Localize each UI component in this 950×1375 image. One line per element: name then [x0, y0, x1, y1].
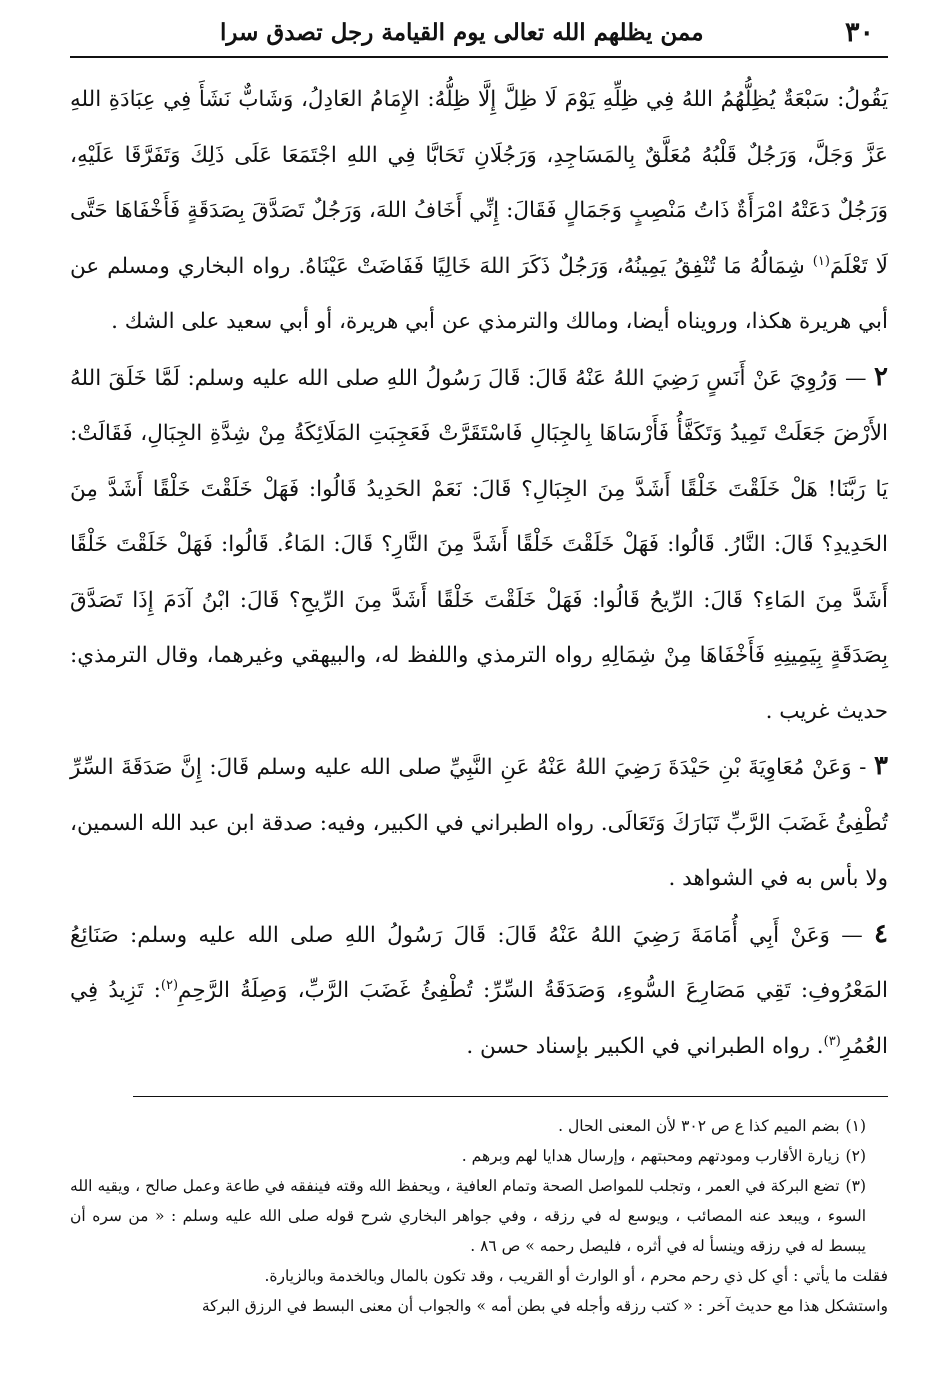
- main-text: [70, 72, 888, 1074]
- running-title: ممن يظلهم الله تعالى يوم القيامة رجل تصدق سرا: [220, 18, 704, 46]
- footnote: [70, 1141, 888, 1171]
- footnote: [70, 1171, 888, 1261]
- footnotes: [70, 1111, 888, 1321]
- footnote-continuation: فقلت ما يأتي : أي كل ذي رحم محرم ، أو الوارث أو القريب ، وقد تكون بالمال وبالخدمة وبالزيارة.: [264, 1267, 888, 1285]
- hadith-number: ٣: [874, 751, 888, 781]
- page-header: [70, 0, 888, 58]
- hadith-paragraph: [70, 907, 888, 1075]
- footnote-marker: (٣): [823, 1033, 841, 1049]
- footnote: [70, 1111, 888, 1141]
- footnote-marker: (١): [812, 253, 830, 269]
- paragraph-text: — وَرُوِيَ عَنْ أَنَسٍ رَضِيَ اللهُ عَنْهُ قَالَ: قَالَ رَسُولُ اللهِ صلى الله عليه وسلم: لَمَّا خَلَقَ اللهُ الأَرْضَ جَعَلَتْ تَمِيدُ وَتَكَفَّأُ فَأَرْسَاهَا بِالجِبَالِ فَاسْتَقَرَّتْ فَعَجِبَتِ المَلَائِكَةُ مِنْ شِدَّةِ الجِبَالِ، فَقَالَتْ: يَا رَبَّنَا! هَلْ خَلَقْتَ خَلْقًا أَشَدَّ مِنَ الجِبَالِ؟ قَالَ: نَعَمْ الحَدِيدُ قَالُوا: فَهَلْ خَلَقْتَ خَلْقًا أَشَدَّ مِنَ الحَدِيدِ؟ قَالَ: النَّارُ. قَالُوا: فَهَلْ خَلَقْتَ خَلْقًا أَشَدَّ مِنَ النَّارِ؟ قَالَ: المَاءُ. قَالُوا: فَهَلْ خَلَقْتَ خَلْقًا أَشَدَّ مِنَ المَاءِ؟ قَالَ: الرِّيحُ قَالُوا: فَهَلْ خَلَقْتَ خَلْقًا أَشَدَّ مِنَ الرِّيحِ؟ قَالَ: ابْنُ آدَمَ إِذَا تَصَدَّقَ بِصَدَقَةٍ بِيَمِينِهِ فَأَخْفَاهَا مِنْ شِمَالِهِ رواه الترمذي واللفظ له، والبيهقي وغيرهما، وقال الترمذي: حديث غريب .: [70, 365, 888, 724]
- footnote-continuation: واستشكل هذا مع حديث آخر : « كتب رزقه وأجله في بطن أمه » والجواب أن معنى البسط في الرزق البركة: [201, 1297, 888, 1315]
- paragraph-text: : تَزِيدُ فِي العُمُرِ: [70, 978, 888, 1059]
- paragraph-text: — وَعَنْ أَبِي أُمَامَةَ رَضِيَ اللهُ عَنْهُ قَالَ: قَالَ رَسُولُ اللهِ صلى الله عليه وسلم: صَنَائِعُ المَعْرُوفِ: تَقِي مَصَارِعَ السُّوءِ، وَصَدَقَةُ السِّرِّ: تُطْفِئُ غَضَبَ الرَّبِّ، وَصِلَةُ الرَّحِمِ: [70, 922, 888, 1003]
- hadith-number: ٢: [874, 361, 888, 392]
- footnote-text: زيارة الأقارب ومودتهم ومحبتهم ، وإرسال هدايا لهم وبرهم .: [461, 1147, 840, 1165]
- paragraph-text: - وَعَنْ مُعَاوِيَةَ بْنِ حَيْدَةَ رَضِيَ اللهُ عَنْهُ عَنِ النَّبِيِّ صلى الله عليه وسلم قَالَ: إِنَّ صَدَقَةَ السِّرِّ تُطْفِئُ غَضَبَ الرَّبِّ تَبَارَكَ وَتَعَالَى. رواه الطبراني في الكبير، وفيه: صدقة ابن عبد الله السمين، ولا بأس به في الشواهد .: [70, 755, 888, 891]
- header-rule: [70, 56, 888, 58]
- paragraph-text: . رواه الطبراني في الكبير بإسناد حسن .: [466, 1033, 824, 1059]
- hadith-paragraph: [70, 72, 888, 350]
- footnote-text: بضم الميم كذا ع ص ٣٠٢ لأن المعنى الحال .: [558, 1117, 840, 1135]
- page-number: ٣٠: [844, 16, 874, 48]
- paragraph-text: شِمَالُهُ مَا تُنْفِقُ يَمِينُهُ، وَرَجُلٌ ذَكَرَ اللهَ خَالِيًا فَفَاضَتْ عَيْنَاهُ. رواه البخاري ومسلم عن أبي هريرة هكذا، ورويناه أيضا، ومالك والترمذي عن أبي هريرة، أو أبي سعيد على الشك .: [70, 253, 888, 334]
- footnote-number: (٣): [845, 1177, 866, 1195]
- footnote-number: (٢): [845, 1147, 866, 1165]
- footnote-text: تضع البركة في العمر ، وتجلب للمواصل الصحة وتمام العافية ، ويحفظ الله وقته فينفقه في طاعة وعمل صالح ، ويقيه الله السوء ، ويبعد عنه المصائب ، ويوسع له في رزقه ، وفي جواهر البخاري شرح قوله صلى الله عليه وسلم : « من سره أن يبسط له في رزقه وينسأ له في أثره ، فليصل رحمه » ص ٨٦ .: [70, 1177, 866, 1255]
- hadith-number: ٤: [874, 918, 888, 949]
- footnote-rule: [133, 1096, 888, 1097]
- paragraph-text: يَقُولُ: سَبْعَةٌ يُظِلُّهُمُ اللهُ فِي ظِلِّهِ يَوْمَ لَا ظِلَّ إِلَّا ظِلُّهُ: الإِمَامُ العَادِلُ، وَشَابٌّ نَشَأَ فِي عِبَادَةِ اللهِ عَزَّ وَجَلَّ، وَرَجُلٌ قَلْبُهُ مُعَلَّقٌ بِالمَسَاجِدِ، وَرَجُلَانِ تَحَابَّا فِي اللهِ اجْتَمَعَا عَلَى ذَلِكَ وَتَفَرَّقَا عَلَيْهِ، وَرَجُلٌ دَعَتْهُ امْرَأَةٌ ذَاتُ مَنْصِبٍ وَجَمَالٍ فَقَالَ: إِنِّي أَخَافُ اللهَ، وَرَجُلٌ تَصَدَّقَ بِصَدَقَةٍ فَأَخْفَاهَا حَتَّى لَا تَعْلَمَ: [70, 87, 888, 279]
- footnote-marker: (٢): [160, 977, 179, 993]
- hadith-paragraph: [70, 350, 888, 740]
- footnote-number: (١): [845, 1117, 866, 1135]
- hadith-paragraph: [70, 739, 888, 907]
